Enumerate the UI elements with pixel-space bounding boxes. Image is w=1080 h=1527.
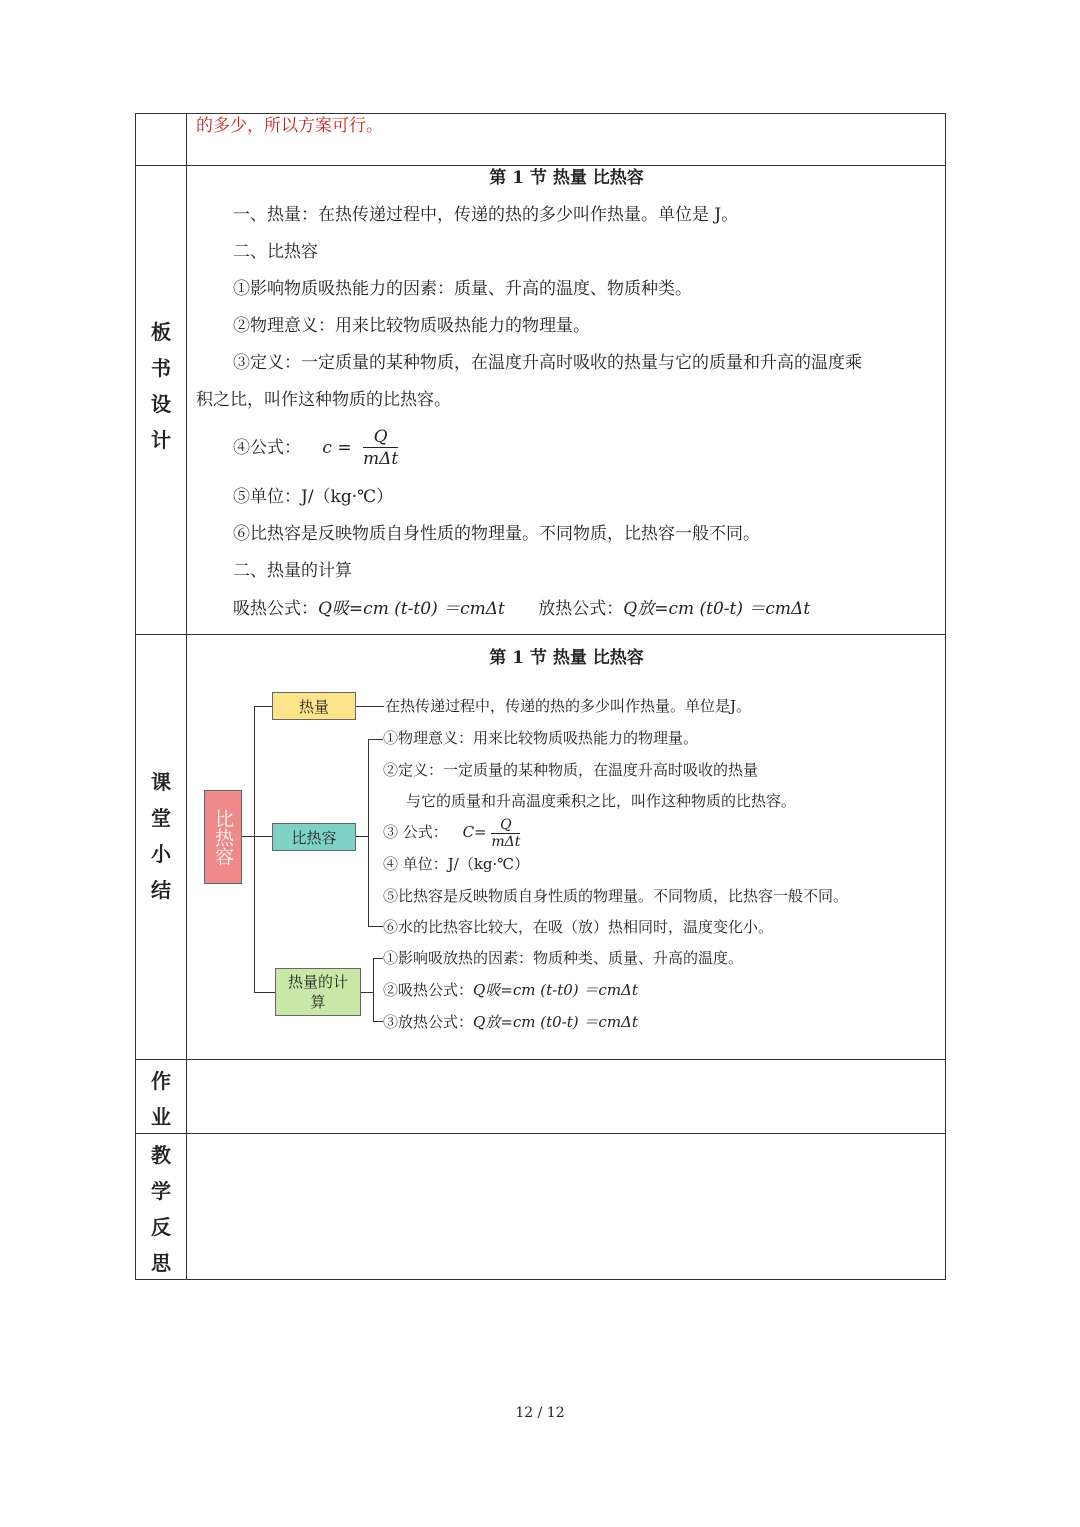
board-line: ⑥比热容是反映物质自身性质的物理量。不同物质，比热容一般不同。 bbox=[233, 524, 760, 544]
specific-heat-item: ⑥水的比热容比较大，在吸（放）热相同时，温度变化小。 bbox=[383, 918, 774, 936]
board-line: 一、热量：在热传递过程中，传递的热的多少叫作热量。单位是 J。 bbox=[233, 205, 739, 225]
heat-definition: 在热传递过程中，传递的热的多少叫作热量。单位是J。 bbox=[385, 697, 752, 715]
specific-heat-item: ①物理意义：用来比较物质吸热能力的物理量。 bbox=[383, 729, 699, 747]
connector bbox=[373, 958, 383, 959]
connector bbox=[356, 706, 384, 707]
connector bbox=[361, 992, 373, 993]
board-formula: ④公式： c = $\frac{Q}{\text{mΔt}}$ bbox=[233, 427, 399, 469]
root-node: 比热容 bbox=[204, 790, 242, 884]
heat-calc-item: ①影响吸放热的因素：物质种类、质量、升高的温度。 bbox=[383, 949, 744, 967]
specific-heat-formula: ③ 公式： C= $\frac{Q}{\text{mΔt}}$ bbox=[383, 816, 521, 850]
connector bbox=[373, 958, 374, 1022]
reflection-label: 教 学 反 思 bbox=[151, 1143, 171, 1275]
connector bbox=[254, 992, 275, 993]
board-unit: ⑤单位：J/（kg·℃） bbox=[233, 487, 394, 507]
row-divider bbox=[136, 634, 945, 635]
board-label: 板 书 设 计 bbox=[151, 320, 171, 452]
connector bbox=[368, 739, 383, 740]
specific-heat-item: 与它的质量和升高温度乘积之比，叫作这种物质的比热容。 bbox=[406, 792, 797, 810]
summary-label: 课 堂 小 结 bbox=[151, 770, 171, 902]
node-heat-calc: 热量的计算 bbox=[275, 968, 361, 1016]
homework-label: 作 业 bbox=[151, 1069, 171, 1129]
connector bbox=[368, 926, 383, 927]
page-number: 12 / 12 bbox=[515, 1405, 565, 1421]
board-title: 第 1 节 热量 比热容 bbox=[489, 168, 644, 188]
board-line: ②物理意义：用来比较物质吸热能力的物理量。 bbox=[233, 316, 590, 336]
specific-heat-item: ⑤比热容是反映物质自身性质的物理量。不同物质，比热容一般不同。 bbox=[383, 887, 849, 905]
row-divider bbox=[136, 1059, 945, 1060]
connector bbox=[242, 836, 254, 837]
board-formulas: 吸热公式：Q吸=cm (t-t0) ＝cmΔt 放热公式：Q放=cm (t0-t) ＝cmΔt bbox=[233, 599, 811, 619]
row-divider bbox=[136, 1133, 945, 1134]
board-line: 积之比，叫作这种物质的比热容。 bbox=[196, 390, 451, 410]
board-line: ③定义：一定质量的某种物质，在温度升高时吸收的热量与它的质量和升高的温度乘 bbox=[233, 353, 862, 373]
lesson-table bbox=[135, 113, 946, 1280]
board-line: ①影响物质吸热能力的因素：质量、升高的温度、物质种类。 bbox=[233, 279, 692, 299]
specific-heat-item: ②定义：一定质量的某种物质，在温度升高时吸收的热量 bbox=[383, 761, 759, 779]
board-line: 二、比热容 bbox=[233, 242, 318, 262]
connector bbox=[368, 739, 369, 927]
connector bbox=[254, 706, 272, 707]
summary-title: 第 1 节 热量 比热容 bbox=[489, 648, 644, 668]
connector bbox=[356, 836, 368, 837]
board-line: 二、热量的计算 bbox=[233, 561, 352, 581]
column-divider bbox=[186, 114, 187, 1279]
continued-text: 的多少，所以方案可行。 bbox=[196, 116, 383, 136]
specific-heat-item: ④ 单位：J/（kg·℃） bbox=[383, 855, 530, 873]
connector bbox=[373, 1021, 383, 1022]
node-specific-heat: 比热容 bbox=[272, 823, 356, 851]
heat-calc-item: ③放热公式：Q放=cm (t0-t) ＝cmΔt bbox=[383, 1013, 638, 1031]
node-heat: 热量 bbox=[272, 692, 356, 720]
heat-calc-item: ②吸热公式：Q吸=cm (t-t0) ＝cmΔt bbox=[383, 981, 638, 999]
connector bbox=[254, 836, 272, 837]
connector bbox=[254, 706, 255, 992]
